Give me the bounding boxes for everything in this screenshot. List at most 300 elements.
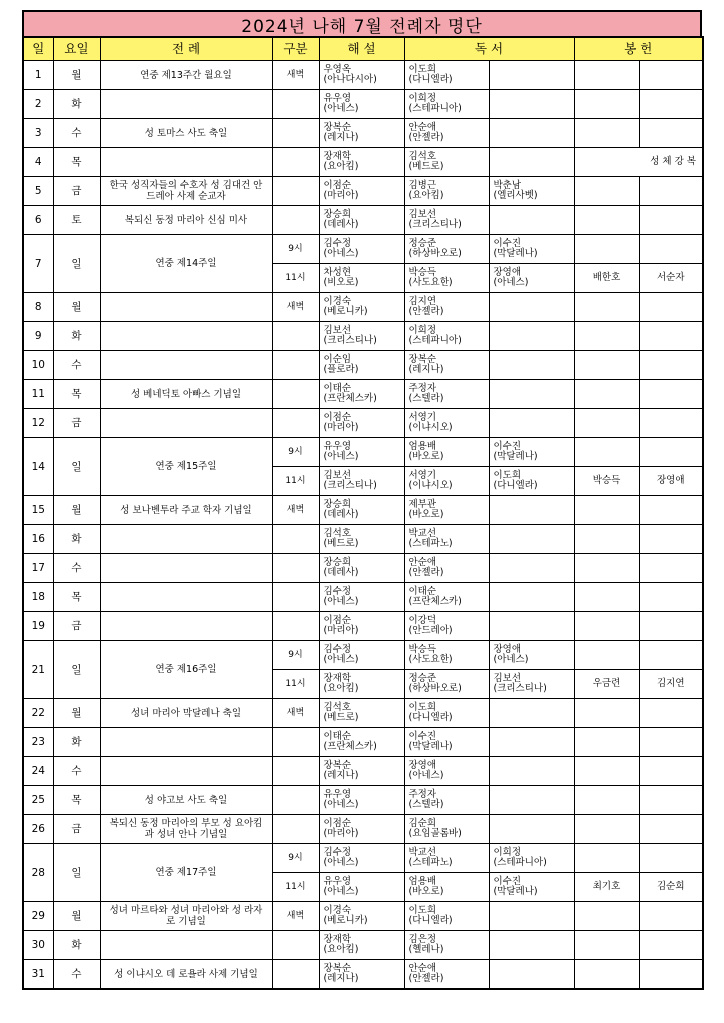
table-row [23, 496, 703, 525]
day-cell: 7 [23, 235, 53, 293]
table-row [23, 148, 703, 177]
weekday-cell: 목 [53, 148, 100, 177]
reader-cell [489, 177, 574, 206]
offering-cell [639, 380, 703, 409]
day-cell: 10 [23, 351, 53, 380]
commentator-cell [319, 844, 404, 873]
person-name: 유우영 [323, 441, 352, 452]
day-cell: 17 [23, 554, 53, 583]
commentator-cell [319, 931, 404, 960]
baptismal-name: (크리스티나) [493, 683, 547, 694]
day-cell: 4 [23, 148, 53, 177]
offering-cell [574, 90, 639, 119]
person-name: 이태순 [323, 383, 352, 394]
section-cell [272, 525, 319, 554]
liturgy-cell: 연중 제17주일 [100, 844, 272, 902]
person-name: 김석호 [323, 528, 352, 539]
header-row [23, 37, 703, 61]
reader-cell [489, 641, 574, 670]
reader-cell [404, 786, 489, 815]
baptismal-name: (스테파노) [408, 857, 453, 868]
weekday-cell: 수 [53, 554, 100, 583]
weekday-cell: 월 [53, 496, 100, 525]
person-name: 김지연 [408, 296, 437, 307]
page-title: 2024년 나해 7월 전례자 명단 [22, 10, 702, 36]
baptismal-name: (막달레나) [493, 451, 538, 462]
header-reading: 독 서 [404, 37, 574, 61]
liturgy-cell: 성녀 마르타와 성녀 마리아와 성 라자로 기념일 [100, 902, 272, 931]
table-row [23, 786, 703, 815]
reader-cell [489, 235, 574, 264]
offering-cell [574, 206, 639, 235]
commentator-cell [319, 467, 404, 496]
reader-cell [404, 554, 489, 583]
offering-cell: 배한호 [574, 264, 639, 293]
commentator-cell [319, 409, 404, 438]
reader-cell [489, 206, 574, 235]
weekday-cell: 화 [53, 90, 100, 119]
table-row [23, 293, 703, 322]
weekday-cell: 월 [53, 902, 100, 931]
section-cell: 11시 [272, 264, 319, 293]
reader-cell [489, 699, 574, 728]
baptismal-name: (스텔라) [408, 799, 444, 810]
offering-cell [639, 438, 703, 467]
baptismal-name: (크리스티나) [408, 219, 462, 230]
table-row [23, 177, 703, 206]
offering-cell [639, 960, 703, 990]
commentator-cell [319, 960, 404, 990]
commentator-cell [319, 177, 404, 206]
baptismal-name: (아네스) [323, 248, 359, 259]
offering-cell [574, 728, 639, 757]
offering-cell [639, 409, 703, 438]
offering-cell: 김지연 [639, 670, 703, 699]
header-commentary: 해 설 [319, 37, 404, 61]
baptismal-name: (스테파니아) [408, 103, 462, 114]
reader-cell [489, 815, 574, 844]
day-cell: 25 [23, 786, 53, 815]
reader-cell [404, 467, 489, 496]
person-name: 이경숙 [323, 905, 352, 916]
baptismal-name: (플로라) [323, 364, 359, 375]
reader-cell [404, 815, 489, 844]
person-name: 김은정 [408, 934, 437, 945]
baptismal-name: (레지나) [323, 973, 359, 984]
baptismal-name: (베로니카) [323, 915, 368, 926]
day-cell: 30 [23, 931, 53, 960]
reader-cell [404, 119, 489, 148]
person-name: 안순애 [408, 963, 437, 974]
table-row [23, 931, 703, 960]
header-offering: 봉 헌 [574, 37, 703, 61]
person-name: 이도희 [408, 702, 437, 713]
reader-cell [489, 612, 574, 641]
section-cell: 새벽 [272, 902, 319, 931]
baptismal-name: (요아킴) [323, 683, 359, 694]
person-name: 박교선 [408, 847, 437, 858]
offering-cell: 장영애 [639, 467, 703, 496]
day-cell: 2 [23, 90, 53, 119]
day-cell: 11 [23, 380, 53, 409]
day-cell: 16 [23, 525, 53, 554]
person-name: 이점순 [323, 818, 352, 829]
commentator-cell [319, 612, 404, 641]
table-row [23, 351, 703, 380]
offering-cell: 우금련 [574, 670, 639, 699]
weekday-cell: 일 [53, 844, 100, 902]
section-cell [272, 322, 319, 351]
commentator-cell [319, 322, 404, 351]
commentator-cell [319, 90, 404, 119]
section-cell: 새벽 [272, 293, 319, 322]
reader-cell [404, 235, 489, 264]
commentator-cell [319, 670, 404, 699]
weekday-cell: 화 [53, 931, 100, 960]
baptismal-name: (비오로) [323, 277, 359, 288]
reader-cell [404, 757, 489, 786]
weekday-cell: 화 [53, 525, 100, 554]
reader-cell [404, 264, 489, 293]
offering-cell [639, 757, 703, 786]
commentator-cell [319, 61, 404, 90]
person-name: 장재학 [323, 673, 352, 684]
day-cell: 3 [23, 119, 53, 148]
liturgy-cell: 연중 제13주간 월요일 [100, 61, 272, 90]
person-name: 이희정 [493, 847, 522, 858]
person-name: 안순애 [408, 122, 437, 133]
table-row [23, 61, 703, 90]
reader-cell [404, 380, 489, 409]
offering-cell [639, 119, 703, 148]
offering-cell [639, 583, 703, 612]
person-name: 장재학 [323, 151, 352, 162]
baptismal-name: (마리아) [323, 828, 359, 839]
offering-cell: 박승득 [574, 467, 639, 496]
baptismal-name: (베로니카) [323, 306, 368, 317]
reader-cell [404, 670, 489, 699]
person-name: 차성현 [323, 267, 352, 278]
reader-cell [489, 119, 574, 148]
person-name: 김보선 [323, 325, 352, 336]
commentator-cell [319, 380, 404, 409]
baptismal-name: (아네스) [323, 103, 359, 114]
person-name: 주정자 [408, 383, 437, 394]
reader-cell [489, 670, 574, 699]
reader-cell [404, 699, 489, 728]
reader-cell [404, 496, 489, 525]
table-row [23, 409, 703, 438]
section-cell [272, 815, 319, 844]
person-name: 서영기 [408, 412, 437, 423]
commentator-cell [319, 902, 404, 931]
offering-cell [574, 525, 639, 554]
liturgy-cell: 성 이냐시오 데 로욜라 사제 기념일 [100, 960, 272, 990]
baptismal-name: (스테파니아) [408, 335, 462, 346]
table-row [23, 612, 703, 641]
reader-cell [489, 525, 574, 554]
day-cell: 19 [23, 612, 53, 641]
liturgy-cell [100, 409, 272, 438]
reader-cell [489, 467, 574, 496]
table-row [23, 554, 703, 583]
reader-cell [404, 61, 489, 90]
offering-cell [574, 815, 639, 844]
person-name: 김석호 [323, 702, 352, 713]
offering-cell [639, 177, 703, 206]
baptismal-name: (이냐시오) [408, 480, 453, 491]
section-cell [272, 90, 319, 119]
weekday-cell: 목 [53, 786, 100, 815]
baptismal-name: (요아킴) [408, 190, 444, 201]
offering-cell [639, 293, 703, 322]
liturgy-cell [100, 322, 272, 351]
offering-cell [574, 119, 639, 148]
offering-cell [639, 525, 703, 554]
baptismal-name: (이냐시오) [408, 422, 453, 433]
reader-cell [404, 641, 489, 670]
reader-cell [489, 61, 574, 90]
reader-cell [404, 902, 489, 931]
benediction-cell: 성 체 강 복 [574, 148, 703, 177]
day-cell: 12 [23, 409, 53, 438]
reader-cell [489, 786, 574, 815]
table-row [23, 583, 703, 612]
reader-cell [404, 148, 489, 177]
person-name: 박승득 [408, 267, 437, 278]
offering-cell [639, 931, 703, 960]
commentator-cell [319, 351, 404, 380]
section-cell [272, 728, 319, 757]
person-name: 장승희 [323, 557, 352, 568]
commentator-cell [319, 699, 404, 728]
person-name: 정승준 [408, 673, 437, 684]
offering-cell [574, 757, 639, 786]
table-row [23, 641, 703, 670]
commentator-cell [319, 119, 404, 148]
section-cell: 새벽 [272, 496, 319, 525]
reader-cell [404, 351, 489, 380]
person-name: 장복순 [323, 963, 352, 974]
reader-cell [404, 873, 489, 902]
reader-cell [404, 177, 489, 206]
offering-cell [639, 496, 703, 525]
person-name: 김수정 [323, 238, 352, 249]
weekday-cell: 수 [53, 119, 100, 148]
offering-cell [639, 612, 703, 641]
reader-cell [489, 409, 574, 438]
commentator-cell [319, 438, 404, 467]
person-name: 서영기 [408, 470, 437, 481]
person-name: 엄용배 [408, 441, 437, 452]
liturgy-cell [100, 612, 272, 641]
weekday-cell: 수 [53, 351, 100, 380]
baptismal-name: (헬레나) [408, 944, 444, 955]
person-name: 정승준 [408, 238, 437, 249]
reader-cell [404, 409, 489, 438]
table-row [23, 322, 703, 351]
baptismal-name: (다니엘라) [408, 712, 453, 723]
person-name: 장영애 [493, 644, 522, 655]
commentator-cell [319, 293, 404, 322]
person-name: 이수진 [493, 876, 522, 887]
reader-cell [404, 525, 489, 554]
offering-cell [574, 293, 639, 322]
baptismal-name: (아네스) [408, 770, 444, 781]
liturgy-cell [100, 554, 272, 583]
weekday-cell: 수 [53, 960, 100, 990]
baptismal-name: (요아킴) [323, 944, 359, 955]
section-cell [272, 380, 319, 409]
section-cell [272, 960, 319, 990]
table-row [23, 119, 703, 148]
section-cell: 새벽 [272, 61, 319, 90]
weekday-cell: 화 [53, 322, 100, 351]
person-name: 박교선 [408, 528, 437, 539]
offering-cell: 김순희 [639, 873, 703, 902]
section-cell [272, 612, 319, 641]
table-row [23, 699, 703, 728]
baptismal-name: (아네스) [323, 596, 359, 607]
weekday-cell: 금 [53, 409, 100, 438]
baptismal-name: (엘리사벳) [493, 190, 538, 201]
offering-cell [639, 235, 703, 264]
offering-cell [574, 322, 639, 351]
day-cell: 18 [23, 583, 53, 612]
weekday-cell: 월 [53, 699, 100, 728]
offering-cell [574, 177, 639, 206]
baptismal-name: (아네스) [323, 799, 359, 810]
commentator-cell [319, 583, 404, 612]
reader-cell [404, 612, 489, 641]
commentator-cell [319, 148, 404, 177]
reader-cell [489, 931, 574, 960]
liturgy-cell: 한국 성직자들의 수호자 성 김대건 안드레아 사제 순교자 [100, 177, 272, 206]
reader-cell [489, 902, 574, 931]
baptismal-name: (데레사) [323, 567, 359, 578]
header-section: 구분 [272, 37, 319, 61]
day-cell: 6 [23, 206, 53, 235]
baptismal-name: (데레사) [323, 219, 359, 230]
table-row [23, 206, 703, 235]
baptismal-name: (막달레나) [408, 741, 453, 752]
person-name: 이도희 [493, 470, 522, 481]
person-name: 장복순 [323, 760, 352, 771]
commentator-cell [319, 525, 404, 554]
offering-cell [574, 380, 639, 409]
person-name: 이도희 [408, 905, 437, 916]
reader-cell [489, 148, 574, 177]
baptismal-name: (아네스) [493, 277, 529, 288]
day-cell: 5 [23, 177, 53, 206]
table-row [23, 844, 703, 873]
header-day: 일 [23, 37, 53, 61]
table-row [23, 438, 703, 467]
person-name: 유우영 [323, 789, 352, 800]
reader-cell [489, 496, 574, 525]
offering-cell [639, 322, 703, 351]
person-name: 이점순 [323, 180, 352, 191]
baptismal-name: (프란체스카) [323, 393, 377, 404]
person-name: 이희정 [408, 93, 437, 104]
baptismal-name: (베드로) [323, 712, 359, 723]
person-name: 김수정 [323, 847, 352, 858]
section-cell [272, 206, 319, 235]
baptismal-name: (안젤라) [408, 306, 444, 317]
section-cell: 11시 [272, 467, 319, 496]
offering-cell [574, 61, 639, 90]
liturgy-cell [100, 757, 272, 786]
commentator-cell [319, 815, 404, 844]
section-cell [272, 786, 319, 815]
table-row [23, 380, 703, 409]
reader-cell [489, 583, 574, 612]
weekday-cell: 일 [53, 235, 100, 293]
day-cell: 28 [23, 844, 53, 902]
offering-cell [639, 902, 703, 931]
weekday-cell: 금 [53, 612, 100, 641]
reader-cell [404, 960, 489, 990]
day-cell: 23 [23, 728, 53, 757]
section-cell [272, 757, 319, 786]
person-name: 이도희 [408, 64, 437, 75]
header-weekday: 요일 [53, 37, 100, 61]
offering-cell [574, 931, 639, 960]
offering-cell [574, 786, 639, 815]
weekday-cell: 금 [53, 815, 100, 844]
section-cell [272, 583, 319, 612]
reader-cell [404, 438, 489, 467]
offering-cell [574, 409, 639, 438]
schedule-table [22, 36, 704, 990]
baptismal-name: (아네스) [493, 654, 529, 665]
day-cell: 14 [23, 438, 53, 496]
weekday-cell: 토 [53, 206, 100, 235]
weekday-cell: 일 [53, 641, 100, 699]
liturgy-cell: 성 보나벤투라 주교 학자 기념일 [100, 496, 272, 525]
baptismal-name: (바오로) [408, 451, 444, 462]
commentator-cell [319, 641, 404, 670]
offering-cell [574, 554, 639, 583]
section-cell: 9시 [272, 641, 319, 670]
day-cell: 1 [23, 61, 53, 90]
liturgy-cell: 연중 제14주일 [100, 235, 272, 293]
baptismal-name: (레지나) [323, 770, 359, 781]
section-cell: 11시 [272, 670, 319, 699]
reader-cell [489, 322, 574, 351]
baptismal-name: (스테파노) [408, 538, 453, 549]
person-name: 김수정 [323, 586, 352, 597]
person-name: 김보선 [323, 470, 352, 481]
reader-cell [404, 293, 489, 322]
section-cell [272, 409, 319, 438]
section-cell [272, 351, 319, 380]
commentator-cell [319, 786, 404, 815]
person-name: 이태순 [408, 586, 437, 597]
reader-cell [404, 583, 489, 612]
offering-cell [574, 902, 639, 931]
table-row [23, 757, 703, 786]
offering-cell [639, 815, 703, 844]
offering-cell [574, 583, 639, 612]
person-name: 장영애 [493, 267, 522, 278]
day-cell: 26 [23, 815, 53, 844]
person-name: 주정자 [408, 789, 437, 800]
offering-cell [639, 554, 703, 583]
commentator-cell [319, 757, 404, 786]
table-row [23, 960, 703, 990]
table-row [23, 815, 703, 844]
